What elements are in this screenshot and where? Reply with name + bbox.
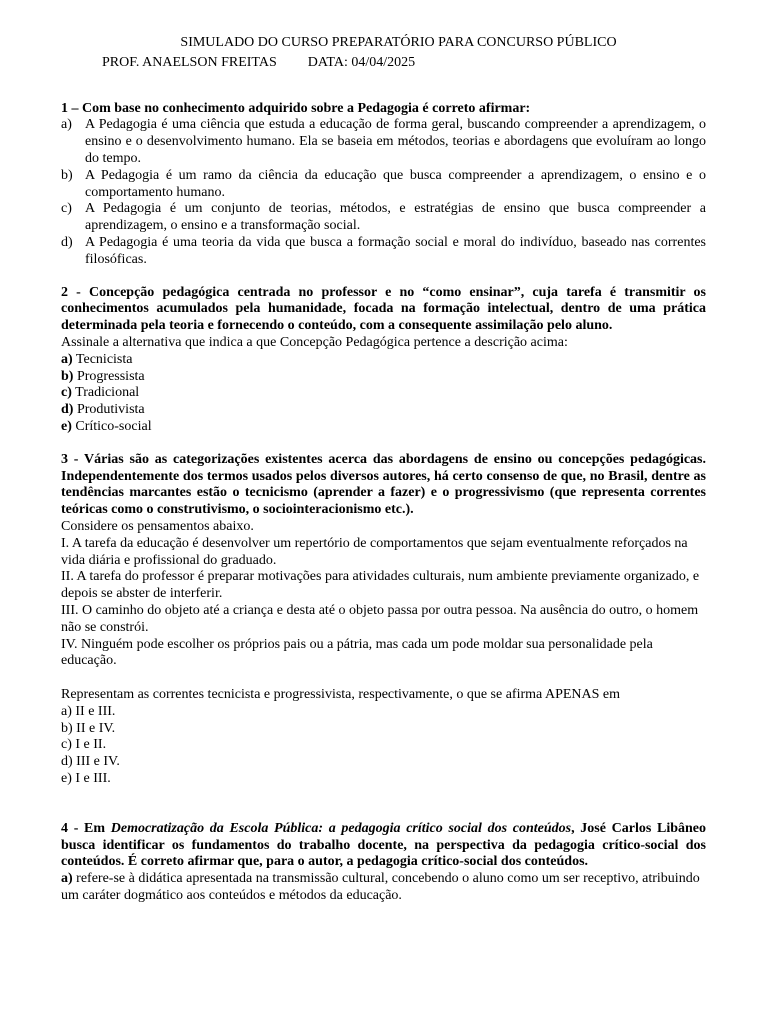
question-2-option-d bbox=[61, 402, 706, 419]
question-2-option-b bbox=[61, 369, 706, 386]
document-subheader bbox=[102, 55, 706, 72]
question-3-option-a: a) II e III. bbox=[61, 703, 116, 719]
statement-iv: IV. Ninguém pode escolher os próprios pais ou a pátria, mas cada um pode moldar sua personalidade pela educação. bbox=[61, 636, 653, 669]
question-3-option-c: c) I e II. bbox=[61, 737, 107, 753]
option-label: d) bbox=[61, 402, 74, 418]
option-text: A Pedagogia é um conjunto de teorias, métodos, e estratégias de ensino que busca compreender a aprendizagem, o ensino e a transformação social. bbox=[85, 201, 706, 234]
option-text: refere-se à didática apresentada na transmissão cultural, concebendo o aluno como um ser receptivo, atribuindo um caráter dogmático aos conteúdos e métodos da educação. bbox=[61, 871, 700, 904]
question-3-intro: Considere os pensamentos abaixo. bbox=[61, 518, 254, 534]
question-2-option-c bbox=[61, 385, 706, 402]
question-4-option-a bbox=[61, 871, 706, 905]
document-page bbox=[61, 32, 706, 905]
professor-name: PROF. ANAELSON FREITAS bbox=[102, 54, 277, 70]
question-1-option-a bbox=[61, 117, 706, 167]
option-label: b) bbox=[61, 167, 73, 183]
option-label: a) bbox=[61, 871, 73, 887]
option-label: d) bbox=[61, 234, 73, 250]
stem-prefix: 4 - Em bbox=[61, 820, 111, 836]
question-2-instruction: Assinale a alternativa que indica a que Concepção Pedagógica pertence a descrição acima: bbox=[61, 334, 568, 350]
question-2-stem: 2 - Concepção pedagógica centrada no professor e no “como ensinar”, cuja tarefa é transmitir os conhecimentos acumulados pela humanidade, focada na formação intelectual, dentro de uma prática determinada pela teoria e fornecendo o conteúdo, com a consequente assimilação pelo aluno. bbox=[61, 284, 706, 334]
question-3-option-b: b) II e IV. bbox=[61, 720, 116, 736]
option-label: a) bbox=[61, 351, 73, 367]
statement-i: I. A tarefa da educação é desenvolver um repertório de comportamentos que sejam eventualmente reforçados na vida diária e profissional do graduado. bbox=[61, 535, 688, 568]
question-2-option-e bbox=[61, 419, 706, 436]
option-text: Produtivista bbox=[76, 402, 145, 418]
question-4-stem bbox=[61, 821, 706, 871]
stem-suffix: , José Carlos Libâneo busca identificar os fundamentos do trabalho docente, na perspectiva da pedagogia crítico-social dos conteúdos. É correto afirmar que, para o autor, a pedagogia crítico-social dos conteúdos. bbox=[61, 820, 706, 870]
question-1-option-c bbox=[61, 201, 706, 235]
option-label: c) bbox=[61, 201, 72, 217]
question-2-option-a bbox=[61, 352, 706, 369]
question-3-stem: 3 - Várias são as categorizações existentes acerca das abordagens de ensino ou concepções pedagógicas. Independentemente dos termos usados pelos diversos autores, há certo consenso de que, no Brasil, dentre as tendências marcantes estão o tecnicismo (aprender a fazer) e o progressivismo (que representa correntes teóricas como o construtivismo, o sociointeracionismo etc.). bbox=[61, 451, 706, 518]
exam-date: DATA: 04/04/2025 bbox=[307, 54, 416, 70]
question-1-stem: 1 – Com base no conhecimento adquirido sobre a Pedagogia é correto afirmar: bbox=[61, 100, 531, 116]
option-text: Tecnicista bbox=[75, 351, 133, 367]
document-title: SIMULADO DO CURSO PREPARATÓRIO PARA CONCURSO PÚBLICO bbox=[180, 35, 617, 50]
question-4 bbox=[61, 821, 706, 905]
question-1-option-d bbox=[61, 235, 706, 269]
question-3 bbox=[61, 452, 706, 788]
option-text: A Pedagogia é um ramo da ciência da educação que busca compreender a aprendizagem, o ensino e o comportamento humano. bbox=[85, 167, 706, 200]
option-label: a) bbox=[61, 117, 72, 133]
option-label: b) bbox=[61, 368, 74, 384]
question-2 bbox=[61, 285, 706, 436]
statement-iii: III. O caminho do objeto até a criança e desta até o objeto passa por outra pessoa. Na ausência do outro, o homem não se constrói. bbox=[61, 602, 699, 635]
option-label: c) bbox=[61, 385, 72, 401]
statement-ii: II. A tarefa do professor é preparar motivações para atividades culturais, num ambiente previamente organizado, e depois se abster de interferir. bbox=[61, 569, 700, 602]
option-text: A Pedagogia é uma teoria da vida que busca a formação social e moral do indivíduo, baseado nas correntes filosóficas. bbox=[85, 234, 706, 267]
question-3-option-d: d) III e IV. bbox=[61, 754, 120, 770]
option-label: e) bbox=[61, 418, 72, 434]
question-1-option-b bbox=[61, 168, 706, 202]
option-text: Progressista bbox=[76, 368, 145, 384]
question-1 bbox=[61, 101, 706, 269]
question-3-question: Representam as correntes tecnicista e progressivista, respectivamente, o que se afirma APENAS em bbox=[61, 687, 621, 703]
option-text: Tradicional bbox=[75, 385, 140, 401]
question-3-option-e: e) I e III. bbox=[61, 771, 111, 787]
option-text: A Pedagogia é uma ciência que estuda a educação de forma geral, buscando compreender a aprendizagem, o ensino e o desenvolvimento humano. Ela se baseia em métodos, teorias e abordagens que evoluíram ao longo do tempo. bbox=[85, 117, 706, 166]
option-text: Crítico-social bbox=[75, 418, 152, 434]
book-title: Democratização da Escola Pública: a pedagogia crítico social dos conteúdos bbox=[110, 820, 572, 836]
